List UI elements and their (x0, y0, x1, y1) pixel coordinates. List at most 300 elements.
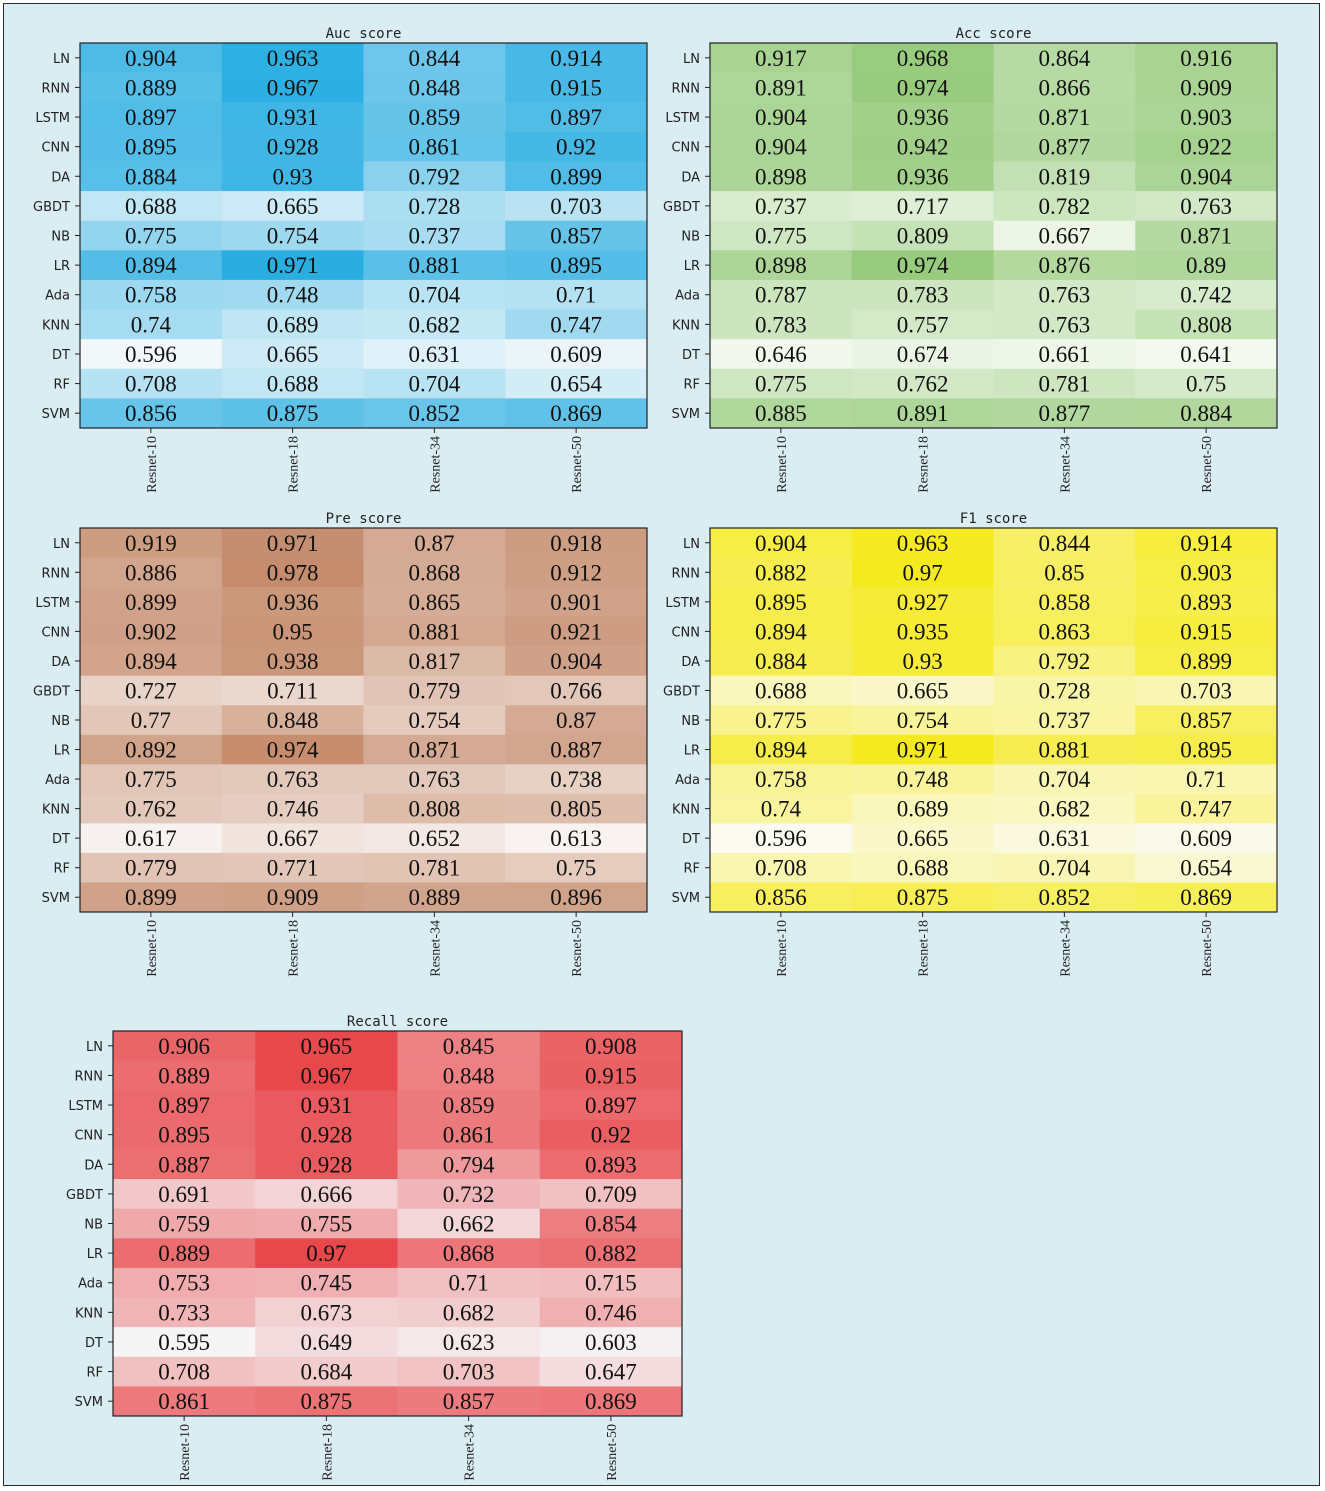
cell-value: 0.737 (408, 223, 461, 249)
cell-value: 0.978 (266, 560, 319, 586)
cell-value: 0.667 (1038, 223, 1091, 249)
cell-value: 0.71 (556, 282, 597, 308)
cell-value: 0.971 (266, 530, 319, 556)
column-label: Resnet-34 (1058, 436, 1074, 493)
cell-value: 0.703 (442, 1359, 495, 1385)
cell-value: 0.909 (1180, 75, 1232, 101)
cell-value: 0.753 (158, 1270, 210, 1296)
cell-value: 0.688 (266, 371, 319, 397)
column-label: Resnet-18 (916, 920, 932, 977)
cell-value: 0.904 (755, 530, 807, 556)
cell-value: 0.779 (408, 678, 461, 704)
cell-value: 0.904 (755, 105, 807, 131)
cell-value: 0.968 (896, 45, 949, 71)
cell-value: 0.75 (556, 855, 597, 881)
row-label: Ada (45, 773, 70, 789)
cell-value: 0.875 (300, 1389, 353, 1415)
cell-value: 0.711 (267, 678, 319, 704)
row-label: Ada (78, 1276, 103, 1292)
cell-value: 0.899 (550, 164, 602, 190)
column-label: Resnet-10 (178, 1424, 194, 1481)
column-label: Resnet-10 (144, 920, 160, 977)
cell-value: 0.869 (1180, 885, 1232, 911)
cell-value: 0.915 (1180, 619, 1232, 645)
cell-value: 0.906 (158, 1033, 210, 1059)
row-label: LN (53, 51, 70, 67)
heatmap-title: Auc score (325, 26, 402, 42)
cell-value: 0.754 (408, 708, 461, 733)
row-label: GBDT (663, 199, 700, 215)
cell-value: 0.809 (896, 223, 949, 249)
cell-value: 0.896 (550, 885, 602, 911)
cell-value: 0.871 (1180, 223, 1232, 249)
cell-value: 0.919 (125, 530, 177, 556)
cell-value: 0.857 (442, 1389, 495, 1415)
cell-value: 0.848 (408, 75, 461, 101)
cell-value: 0.899 (125, 589, 177, 615)
cell-value: 0.884 (125, 164, 177, 190)
row-label: RNN (41, 81, 70, 97)
cell-value: 0.887 (158, 1152, 210, 1178)
cell-value: 0.936 (896, 105, 949, 131)
cell-value: 0.859 (408, 105, 461, 131)
row-label: CNN (671, 140, 700, 156)
cell-value: 0.885 (755, 401, 807, 427)
cell-value: 0.97 (902, 560, 943, 586)
cell-value: 0.758 (125, 282, 177, 308)
cell-value: 0.844 (408, 45, 461, 71)
cell-value: 0.903 (1180, 560, 1232, 586)
cell-value: 0.775 (125, 223, 177, 249)
cell-value: 0.928 (300, 1152, 353, 1178)
cell-value: 0.895 (755, 589, 807, 615)
cell-value: 0.595 (158, 1329, 210, 1355)
row-label: CNN (671, 625, 700, 641)
cell-value: 0.754 (896, 708, 949, 733)
cell-value: 0.609 (550, 341, 602, 367)
cell-value: 0.808 (1180, 312, 1232, 338)
row-label: LR (683, 259, 700, 275)
row-label: RF (53, 861, 70, 877)
column-label: Resnet-50 (1200, 436, 1216, 493)
cell-value: 0.857 (1180, 708, 1232, 733)
cell-value: 0.897 (125, 105, 177, 131)
heatmap-5 (66, 1014, 682, 1481)
heatmap-title: Pre score (325, 511, 402, 527)
column-label: Resnet-34 (428, 436, 444, 493)
cell-value: 0.727 (125, 678, 177, 704)
cell-value: 0.654 (1180, 855, 1232, 881)
cell-value: 0.646 (755, 341, 807, 367)
cell-value: 0.682 (442, 1300, 495, 1326)
cell-value: 0.805 (550, 796, 602, 822)
cell-value: 0.762 (125, 796, 177, 822)
cell-value: 0.856 (755, 885, 807, 911)
cell-value: 0.971 (896, 737, 949, 763)
cell-value: 0.895 (158, 1122, 210, 1148)
cell-value: 0.918 (550, 530, 602, 556)
row-label: CNN (74, 1128, 103, 1144)
cell-value: 0.875 (896, 885, 949, 911)
row-label: DA (51, 170, 70, 186)
cell-value: 0.897 (585, 1093, 637, 1119)
cell-value: 0.889 (158, 1241, 210, 1267)
cell-value: 0.899 (1180, 648, 1232, 674)
cell-value: 0.647 (585, 1359, 637, 1385)
row-label: DT (52, 347, 70, 363)
heatmap-title: Acc score (955, 26, 1032, 42)
cell-value: 0.889 (408, 885, 461, 911)
cell-value: 0.596 (755, 826, 807, 852)
cell-value: 0.848 (442, 1063, 495, 1089)
cell-value: 0.603 (585, 1329, 637, 1355)
row-label: RNN (671, 566, 700, 582)
cell-value: 0.899 (125, 885, 177, 911)
row-label: GBDT (66, 1187, 103, 1203)
cell-value: 0.881 (1038, 737, 1091, 763)
cell-value: 0.894 (125, 253, 177, 279)
cell-value: 0.881 (408, 619, 461, 645)
cell-value: 0.748 (896, 767, 949, 793)
row-label: LSTM (665, 595, 700, 611)
column-label: Resnet-18 (286, 920, 302, 977)
cell-value: 0.87 (414, 530, 455, 556)
cell-value: 0.963 (266, 45, 319, 71)
cell-value: 0.746 (266, 796, 319, 822)
cell-value: 0.781 (1038, 371, 1091, 397)
cell-value: 0.609 (1180, 826, 1232, 852)
cell-value: 0.915 (550, 75, 602, 101)
cell-value: 0.869 (585, 1389, 637, 1415)
row-label: GBDT (33, 684, 70, 700)
cell-value: 0.689 (896, 796, 949, 822)
row-label: SVM (74, 1395, 103, 1411)
cell-value: 0.889 (158, 1063, 210, 1089)
cell-value: 0.92 (590, 1122, 631, 1148)
row-label: KNN (75, 1306, 103, 1322)
cell-value: 0.77 (130, 708, 171, 733)
row-label: LSTM (35, 111, 70, 127)
row-label: GBDT (663, 684, 700, 700)
cell-value: 0.894 (125, 648, 177, 674)
cell-value: 0.894 (755, 737, 807, 763)
cell-value: 0.877 (1038, 134, 1091, 160)
cell-value: 0.665 (896, 678, 949, 704)
cell-value: 0.936 (896, 164, 949, 190)
cell-value: 0.759 (158, 1211, 210, 1237)
row-label: NB (681, 229, 700, 245)
cell-value: 0.861 (158, 1389, 210, 1415)
cell-value: 0.775 (755, 371, 807, 397)
column-label: Resnet-10 (774, 436, 790, 493)
row-label: DA (681, 170, 700, 186)
cell-value: 0.783 (896, 282, 949, 308)
cell-value: 0.859 (442, 1093, 495, 1119)
row-label: RNN (671, 81, 700, 97)
cell-value: 0.763 (1180, 193, 1232, 219)
cell-value: 0.884 (755, 648, 807, 674)
column-label: Resnet-10 (144, 436, 160, 493)
row-label: SVM (671, 407, 700, 423)
cell-value: 0.703 (1180, 678, 1232, 704)
cell-value: 0.704 (408, 282, 461, 308)
cell-value: 0.787 (755, 282, 807, 308)
cell-value: 0.617 (125, 826, 177, 852)
column-label: Resnet-18 (320, 1424, 336, 1481)
cell-value: 0.745 (300, 1270, 353, 1296)
cell-value: 0.844 (1038, 530, 1091, 556)
cell-value: 0.97 (306, 1241, 347, 1267)
column-label: Resnet-50 (570, 436, 586, 493)
cell-value: 0.974 (896, 253, 949, 279)
cell-value: 0.895 (550, 253, 602, 279)
column-label: Resnet-10 (774, 920, 790, 977)
cell-value: 0.882 (585, 1241, 637, 1267)
cell-value: 0.747 (550, 312, 602, 338)
cell-value: 0.871 (1038, 105, 1091, 131)
cell-value: 0.682 (1038, 796, 1091, 822)
row-label: CNN (41, 625, 70, 641)
cell-value: 0.649 (300, 1329, 353, 1355)
cell-value: 0.709 (585, 1181, 637, 1207)
cell-value: 0.95 (272, 619, 313, 645)
cell-value: 0.613 (550, 826, 602, 852)
cell-value: 0.747 (1180, 796, 1232, 822)
row-label: LN (53, 536, 70, 552)
cell-value: 0.728 (408, 193, 461, 219)
cell-value: 0.738 (550, 767, 602, 793)
cell-value: 0.763 (408, 767, 461, 793)
row-label: LR (86, 1247, 103, 1263)
cell-value: 0.909 (266, 885, 319, 911)
cell-value: 0.596 (125, 341, 177, 367)
cell-value: 0.717 (896, 193, 949, 219)
cell-value: 0.732 (442, 1181, 495, 1207)
cell-value: 0.748 (266, 282, 319, 308)
cell-value: 0.852 (408, 401, 461, 427)
cell-value: 0.623 (442, 1329, 495, 1355)
cell-value: 0.922 (1180, 134, 1232, 160)
cell-value: 0.871 (408, 737, 461, 763)
cell-value: 0.935 (896, 619, 949, 645)
cell-value: 0.763 (266, 767, 319, 793)
cell-value: 0.917 (755, 45, 807, 71)
cell-value: 0.728 (1038, 678, 1091, 704)
cell-value: 0.737 (1038, 708, 1091, 733)
cell-value: 0.92 (556, 134, 597, 160)
cell-value: 0.854 (585, 1211, 637, 1237)
cell-value: 0.887 (550, 737, 602, 763)
cell-value: 0.74 (760, 796, 801, 822)
cell-value: 0.876 (1038, 253, 1091, 279)
row-label: NB (51, 714, 70, 729)
cell-value: 0.691 (158, 1181, 210, 1207)
cell-value: 0.848 (266, 708, 319, 733)
cell-value: 0.758 (755, 767, 807, 793)
cell-value: 0.914 (550, 45, 602, 71)
cell-value: 0.665 (266, 341, 319, 367)
row-label: RF (53, 377, 70, 393)
cell-value: 0.688 (125, 193, 177, 219)
row-label: LN (683, 536, 700, 552)
cell-value: 0.71 (448, 1270, 489, 1296)
cell-value: 0.708 (125, 371, 177, 397)
heatmap-title: Recall score (346, 1014, 449, 1030)
column-label: Resnet-50 (604, 1424, 620, 1481)
heatmap-title: F1 score (959, 511, 1028, 527)
cell-value: 0.967 (300, 1063, 353, 1089)
row-label: DT (85, 1335, 103, 1351)
row-label: LN (683, 51, 700, 67)
cell-value: 0.783 (755, 312, 807, 338)
cell-value: 0.794 (442, 1152, 495, 1178)
cell-value: 0.665 (266, 193, 319, 219)
row-label: RF (683, 377, 700, 393)
cell-value: 0.754 (266, 223, 319, 249)
row-label: LR (683, 743, 700, 759)
cell-value: 0.89 (1186, 253, 1227, 279)
cell-value: 0.688 (755, 678, 807, 704)
cell-value: 0.861 (408, 134, 461, 160)
cell-value: 0.967 (266, 75, 319, 101)
cell-value: 0.763 (1038, 282, 1091, 308)
cell-value: 0.928 (300, 1122, 353, 1148)
row-label: SVM (671, 891, 700, 907)
cell-value: 0.881 (408, 253, 461, 279)
cell-value: 0.757 (896, 312, 949, 338)
cell-value: 0.845 (442, 1033, 495, 1059)
cell-value: 0.771 (266, 855, 319, 881)
row-label: LN (86, 1039, 103, 1055)
cell-value: 0.915 (585, 1063, 637, 1089)
cell-value: 0.737 (755, 193, 807, 219)
row-label: LR (53, 743, 70, 759)
cell-value: 0.882 (755, 560, 807, 586)
cell-value: 0.889 (125, 75, 177, 101)
cell-value: 0.792 (1038, 648, 1091, 674)
cell-value: 0.895 (125, 134, 177, 160)
cell-value: 0.708 (158, 1359, 210, 1385)
cell-value: 0.891 (755, 75, 807, 101)
row-label: LSTM (665, 111, 700, 127)
cell-value: 0.93 (902, 648, 943, 674)
cell-value: 0.856 (125, 401, 177, 427)
row-label: Ada (675, 288, 700, 304)
cell-value: 0.893 (1180, 589, 1232, 615)
cell-value: 0.965 (300, 1033, 353, 1059)
row-label: LSTM (68, 1099, 103, 1115)
cell-value: 0.897 (550, 105, 602, 131)
cell-value: 0.75 (1186, 371, 1227, 397)
cell-value: 0.916 (1180, 45, 1232, 71)
cell-value: 0.868 (442, 1241, 495, 1267)
cell-value: 0.704 (1038, 855, 1091, 881)
row-label: Ada (675, 773, 700, 789)
cell-value: 0.85 (1044, 560, 1085, 586)
cell-value: 0.908 (585, 1033, 637, 1059)
cell-value: 0.71 (1186, 767, 1227, 793)
cell-value: 0.927 (896, 589, 949, 615)
row-label: NB (84, 1217, 103, 1233)
cell-value: 0.93 (272, 164, 313, 190)
column-label: Resnet-50 (1200, 920, 1216, 977)
cell-value: 0.762 (896, 371, 949, 397)
cell-value: 0.974 (266, 737, 319, 763)
cell-value: 0.928 (266, 134, 319, 160)
cell-value: 0.893 (585, 1152, 637, 1178)
cell-value: 0.931 (266, 105, 319, 131)
cell-value: 0.775 (755, 223, 807, 249)
cell-value: 0.708 (755, 855, 807, 881)
row-label: DT (682, 832, 700, 848)
cell-value: 0.971 (266, 253, 319, 279)
cell-value: 0.652 (408, 826, 461, 852)
cell-value: 0.892 (125, 737, 177, 763)
cell-value: 0.852 (1038, 885, 1091, 911)
cell-value: 0.746 (585, 1300, 637, 1326)
cell-value: 0.755 (300, 1211, 353, 1237)
cell-value: 0.673 (300, 1300, 353, 1326)
cell-value: 0.895 (1180, 737, 1232, 763)
cell-value: 0.779 (125, 855, 177, 881)
row-label: RF (683, 861, 700, 877)
cell-value: 0.661 (1038, 341, 1091, 367)
cell-value: 0.974 (896, 75, 949, 101)
cell-value: 0.819 (1038, 164, 1091, 190)
cell-value: 0.782 (1038, 193, 1091, 219)
cell-value: 0.938 (266, 648, 319, 674)
row-label: DA (681, 654, 700, 670)
row-label: NB (681, 714, 700, 729)
cell-value: 0.682 (408, 312, 461, 338)
row-label: KNN (672, 318, 700, 334)
cell-value: 0.931 (300, 1093, 353, 1119)
cell-value: 0.898 (755, 164, 807, 190)
cell-value: 0.861 (442, 1122, 495, 1148)
cell-value: 0.877 (1038, 401, 1091, 427)
cell-value: 0.858 (1038, 589, 1091, 615)
cell-value: 0.74 (130, 312, 171, 338)
cell-value: 0.863 (1038, 619, 1091, 645)
cell-value: 0.808 (408, 796, 461, 822)
cell-value: 0.775 (755, 708, 807, 733)
cell-value: 0.775 (125, 767, 177, 793)
cell-value: 0.865 (408, 589, 461, 615)
cell-value: 0.942 (896, 134, 949, 160)
row-label: RNN (41, 566, 70, 582)
cell-value: 0.781 (408, 855, 461, 881)
row-label: SVM (41, 407, 70, 423)
cell-value: 0.886 (125, 560, 177, 586)
cell-value: 0.684 (300, 1359, 353, 1385)
cell-value: 0.666 (300, 1181, 353, 1207)
cell-value: 0.897 (158, 1093, 210, 1119)
row-label: LR (53, 259, 70, 275)
row-label: Ada (45, 288, 70, 304)
cell-value: 0.904 (755, 134, 807, 160)
cell-value: 0.898 (755, 253, 807, 279)
cell-value: 0.792 (408, 164, 461, 190)
cell-value: 0.904 (1180, 164, 1232, 190)
column-label: Resnet-18 (286, 436, 302, 493)
column-label: Resnet-34 (428, 920, 444, 977)
cell-value: 0.891 (896, 401, 949, 427)
cell-value: 0.894 (755, 619, 807, 645)
cell-value: 0.688 (896, 855, 949, 881)
row-label: NB (51, 229, 70, 245)
cell-value: 0.963 (896, 530, 949, 556)
cell-value: 0.904 (550, 648, 602, 674)
